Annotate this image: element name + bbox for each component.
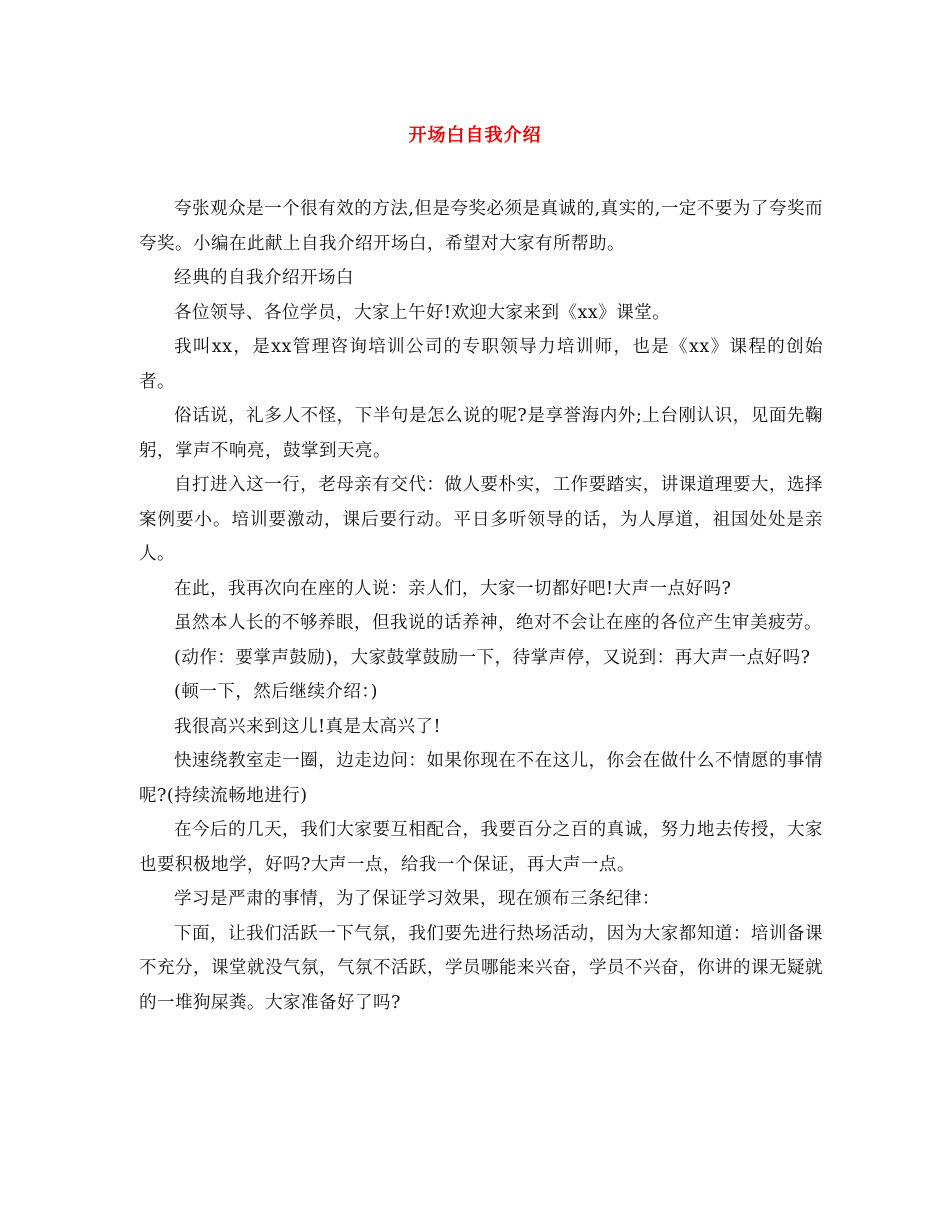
paragraph-13: 在今后的几天，我们大家要互相配合，我要百分之百的真诚，努力地去传授，大家也要积极地学，好吗?大声一点，给我一个保证，再大声一点。 xyxy=(139,820,823,875)
paragraph-4: 我叫xx，是xx管理咨询培训公司的专职领导力培训师，也是《xx》课程的创始者。 xyxy=(139,337,823,392)
document-body xyxy=(139,192,823,1020)
paragraph-3: 各位领导、各位学员，大家上午好!欢迎大家来到《xx》课堂。 xyxy=(174,302,671,323)
paragraph-2-heading: 经典的自我介绍开场白 xyxy=(174,268,354,288)
paragraph-12: 快速绕教室走一圈，边走边问：如果你现在不在这儿，你会在做什么不情愿的事情呢?(持续流畅地进行) xyxy=(139,751,823,806)
paragraph-15: 下面，让我们活跃一下气氛，我们要先进行热场活动，因为大家都知道：培训备课不充分，课堂就没气氛，气氛不活跃，学员哪能来兴奋，学员不兴奋，你讲的课无疑就的一堆狗屎粪。大家准备好了吗? xyxy=(139,923,823,1013)
paragraph-14: 学习是严肃的事情，为了保证学习效果，现在颁布三条纪律： xyxy=(174,889,660,909)
paragraph-10: (顿一下，然后继续介绍：) xyxy=(174,682,378,702)
paragraph-8: 虽然本人长的不够养眼，但我说的话养神，绝对不会让在座的各位产生审美疲劳。 xyxy=(174,613,822,633)
paragraph-7: 在此，我再次向在座的人说：亲人们，大家一切都好吧!大声一点好吗? xyxy=(174,578,732,599)
paragraph-1: 夸张观众是一个很有效的方法,但是夸奖必须是真诚的,真实的,一定不要为了夸奖而夸奖。小编在此献上自我介绍开场白，希望对大家有所帮助。 xyxy=(139,199,823,254)
document-title: 开场白自我介绍 xyxy=(408,125,542,146)
paragraph-9: (动作：要掌声鼓励)，大家鼓掌鼓励一下，待掌声停，又说到：再大声一点好吗? xyxy=(174,647,811,668)
paragraph-5: 俗话说，礼多人不怪，下半句是怎么说的呢?是享誉海内外;上台刚认识，见面先鞠躬，掌声不响亮，鼓掌到天亮。 xyxy=(139,406,823,461)
paragraph-6: 自打进入这一行，老母亲有交代：做人要朴实，工作要踏实，讲课道理要大，选择案例要小。培训要激动，课后要行动。平日多听领导的话，为人厚道，祖国处处是亲人。 xyxy=(139,475,823,564)
paragraph-11: 我很高兴来到这儿!真是太高兴了! xyxy=(174,716,442,737)
